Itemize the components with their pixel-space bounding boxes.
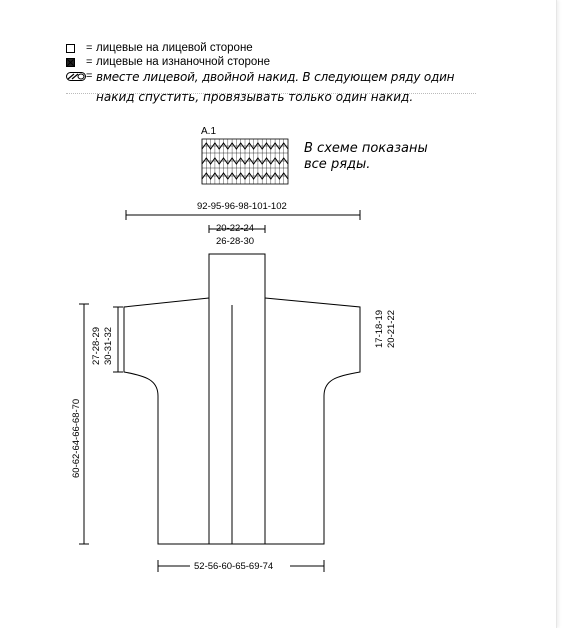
garment-outline <box>124 254 360 544</box>
chart-note <box>304 141 454 173</box>
legend-label-yarn-over-cont: накид спустить, провязывать только один накид. <box>96 90 414 104</box>
total-width-label: 92-95-96-98-101-102 <box>197 201 287 212</box>
legend-item-purl: = лицевые на изнаночной стороне <box>66 56 476 70</box>
left-sleeve-label-1: 27-28-29 <box>91 326 102 365</box>
legend-label-yarn-over: вместе лицевой, двойной накид. В следующем ряду один <box>96 70 455 84</box>
length-label: 60-62-64-66-68-70 <box>71 398 82 478</box>
neck-width-label-1: 20-22-24 <box>216 223 255 234</box>
right-sleeve-label-2: 20-21-22 <box>386 309 397 348</box>
neck-width-label-2: 26-28-30 <box>216 236 255 247</box>
legend-item-knit: = лицевые на лицевой стороне <box>66 42 476 56</box>
body-width-label: 52-56-60-65-69-74 <box>194 561 274 572</box>
legend-item-yarn-over: = вместе лицевой, двойной накид. В следующем ряду один <box>66 70 476 84</box>
right-sleeve-label-1: 17-18-19 <box>374 309 385 348</box>
chart-note-line1: В схеме показаны <box>304 141 428 156</box>
left-sleeve-label-2: 30-31-32 <box>103 326 114 365</box>
left-sleeve-dimension <box>113 307 123 372</box>
legend-label-knit: лицевые на лицевой стороне <box>96 42 253 54</box>
chart-note-line2: все ряды. <box>304 157 371 172</box>
chart-label: A.1 <box>201 126 217 137</box>
chart-grid <box>202 139 288 184</box>
legend-label-purl: лицевые на изнаночной стороне <box>96 56 271 68</box>
